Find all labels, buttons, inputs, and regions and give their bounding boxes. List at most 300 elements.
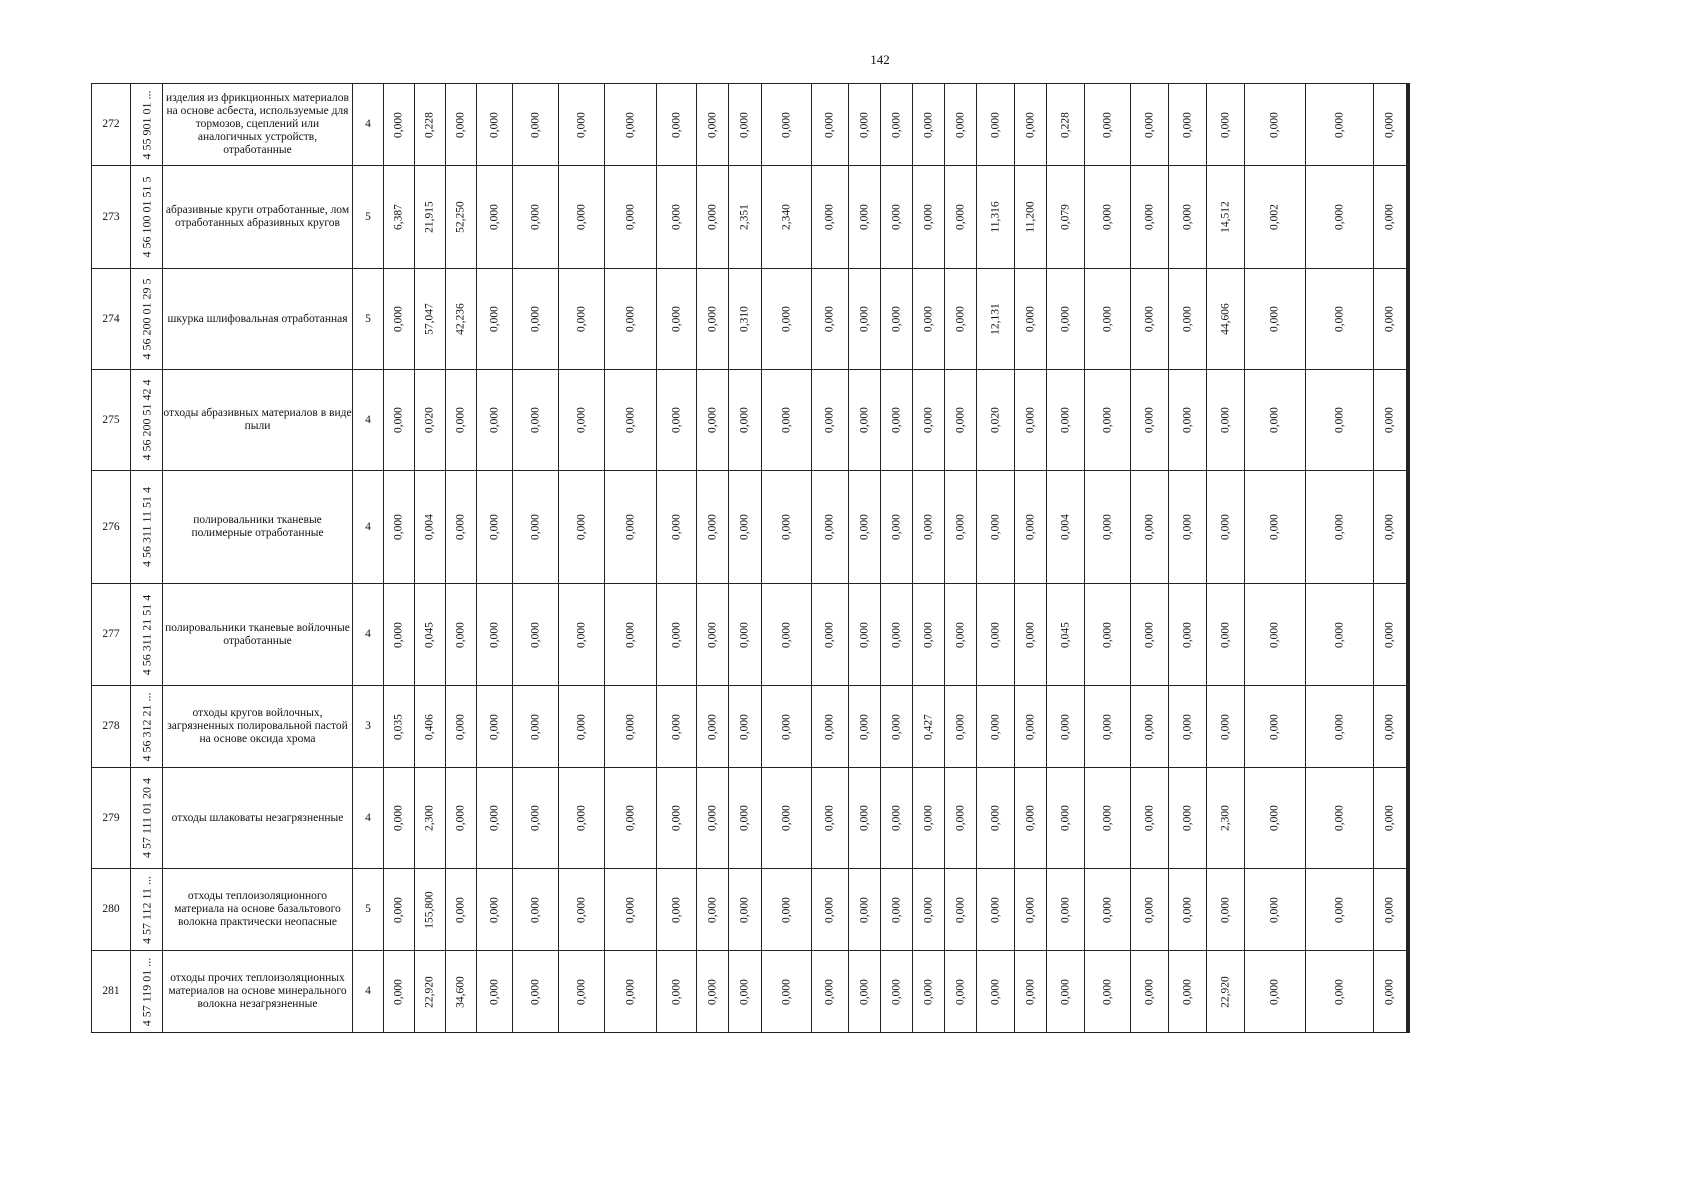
value-text: 2,340	[780, 204, 793, 230]
value-cell	[559, 370, 605, 471]
value-text: 0,000	[1333, 204, 1346, 230]
value-text: 0,000	[989, 111, 1002, 138]
value-cell	[384, 869, 415, 951]
waste-name: полировальники тканевые полимерные отработанные	[163, 471, 353, 584]
hazard-class: 5	[353, 269, 384, 370]
table-row	[92, 84, 1410, 166]
value-text: 0,000	[890, 621, 903, 648]
value-cell	[729, 166, 762, 269]
value-text: 0,000	[1181, 621, 1194, 648]
value-text: 0,000	[706, 805, 719, 831]
value-text: 0,000	[575, 896, 588, 923]
hazard-class: 4	[353, 768, 384, 869]
value-cell	[1169, 370, 1207, 471]
value-cell	[1047, 370, 1085, 471]
value-cell	[1131, 584, 1169, 686]
value-text	[1409, 306, 1410, 332]
value-text: 0,000	[575, 713, 588, 740]
value-text: 0,000	[989, 713, 1002, 740]
value-cell	[477, 951, 513, 1033]
waste-name: отходы теплоизоляционного материала на основе базальтового волокна практически неопасные	[163, 869, 353, 951]
value-text: 0,000	[1181, 514, 1194, 540]
fkko-code: 4 55 901 01 ...	[138, 90, 153, 159]
value-cell	[513, 84, 559, 166]
value-text: 0,000	[488, 111, 501, 138]
value-text	[1409, 805, 1410, 831]
value-cell	[1374, 768, 1407, 869]
value-cell	[446, 84, 477, 166]
value-cell	[945, 84, 977, 166]
value-cell	[415, 951, 446, 1033]
value-cell	[1169, 951, 1207, 1033]
value-cell	[729, 869, 762, 951]
value-text: 0,000	[670, 896, 683, 923]
value-cell	[415, 584, 446, 686]
value-text: 0,000	[1333, 407, 1346, 433]
value-text: 0,000	[1101, 978, 1114, 1005]
value-cell	[605, 84, 657, 166]
fkko-code: 4 57 119 01 ...	[138, 957, 153, 1026]
value-text: 0,000	[1143, 204, 1156, 230]
value-cell	[977, 269, 1015, 370]
value-cell	[729, 951, 762, 1033]
value-cell	[729, 686, 762, 768]
value-text: 0,000	[738, 805, 751, 831]
value-cell	[1306, 869, 1374, 951]
value-text: 0,045	[1059, 621, 1072, 648]
value-cell	[1245, 768, 1306, 869]
value-cell	[446, 768, 477, 869]
value-cell	[559, 471, 605, 584]
value-text: 0,228	[423, 111, 436, 138]
value-text: 0,000	[922, 805, 935, 831]
table-row	[92, 768, 1410, 869]
value-cell	[1207, 370, 1245, 471]
value-cell	[513, 269, 559, 370]
value-cell	[1047, 951, 1085, 1033]
value-text: 0,000	[1101, 306, 1114, 332]
value-cell	[384, 166, 415, 269]
value-text: 0,000	[1333, 713, 1346, 740]
value-cell	[812, 768, 849, 869]
value-text: 0,000	[922, 306, 935, 332]
hazard-class: 4	[353, 84, 384, 166]
value-cell	[1409, 686, 1410, 768]
value-cell	[1047, 686, 1085, 768]
value-text: 0,000	[454, 713, 467, 740]
value-cell	[1085, 269, 1131, 370]
value-cell	[559, 869, 605, 951]
value-text: 0,000	[1024, 978, 1037, 1005]
value-text: 0,000	[392, 306, 405, 332]
value-cell	[513, 166, 559, 269]
value-text: 0,000	[1101, 713, 1114, 740]
value-cell	[1169, 471, 1207, 584]
value-text: 0,000	[1383, 204, 1396, 230]
value-text: 0,000	[1143, 111, 1156, 138]
value-text: 0,000	[624, 111, 637, 138]
value-text: 11,316	[989, 201, 1002, 233]
value-cell	[849, 370, 881, 471]
value-text: 0,000	[1059, 713, 1072, 740]
value-text: 0,000	[1024, 514, 1037, 540]
row-number: 278	[92, 686, 131, 768]
value-cell	[1207, 269, 1245, 370]
value-cell	[1131, 370, 1169, 471]
value-text: 0,000	[1181, 896, 1194, 923]
value-text: 0,000	[670, 805, 683, 831]
value-cell	[446, 471, 477, 584]
value-text: 0,000	[706, 306, 719, 332]
value-text: 0,000	[989, 514, 1002, 540]
row-number: 280	[92, 869, 131, 951]
value-cell	[812, 166, 849, 269]
value-cell	[657, 84, 697, 166]
value-text: 0,000	[890, 407, 903, 433]
value-cell	[1169, 166, 1207, 269]
value-cell	[657, 370, 697, 471]
value-cell	[1047, 269, 1085, 370]
value-text: 0,079	[1059, 204, 1072, 230]
value-text: 0,000	[488, 896, 501, 923]
value-text	[1409, 407, 1410, 433]
value-cell	[605, 686, 657, 768]
value-text: 0,000	[922, 407, 935, 433]
value-text: 0,000	[858, 204, 871, 230]
value-text: 0,000	[1059, 896, 1072, 923]
value-text: 0,000	[488, 407, 501, 433]
waste-name: отходы прочих теплоизоляционных материалов на основе минерального волокна незагрязненные	[163, 951, 353, 1033]
value-text: 0,000	[1101, 407, 1114, 433]
value-text	[1409, 112, 1410, 138]
table-row	[92, 584, 1410, 686]
value-cell	[1409, 166, 1410, 269]
value-cell	[977, 471, 1015, 584]
value-cell	[945, 370, 977, 471]
value-text: 42,236	[454, 303, 467, 335]
value-text: 34,600	[454, 975, 467, 1008]
value-text	[1409, 204, 1410, 230]
value-cell	[1131, 951, 1169, 1033]
fkko-code: 4 57 111 01 20 4	[138, 777, 153, 859]
value-cell	[1169, 584, 1207, 686]
value-text: 0,000	[1181, 713, 1194, 740]
value-cell	[913, 768, 945, 869]
value-cell	[657, 471, 697, 584]
value-cell	[913, 686, 945, 768]
value-text: 0,000	[1383, 713, 1396, 740]
value-text: 0,000	[529, 978, 542, 1005]
value-cell	[849, 269, 881, 370]
value-cell	[657, 768, 697, 869]
waste-name: полировальники тканевые войлочные отработанные	[163, 584, 353, 686]
table-row	[92, 269, 1410, 370]
value-text: 0,000	[823, 805, 836, 831]
fkko-code-cell	[131, 269, 163, 370]
value-cell	[384, 951, 415, 1033]
value-cell	[477, 370, 513, 471]
value-cell	[1306, 584, 1374, 686]
value-text: 0,000	[890, 514, 903, 540]
value-cell	[415, 166, 446, 269]
value-text: 0,000	[454, 621, 467, 648]
value-cell	[1306, 768, 1374, 869]
value-cell	[1131, 869, 1169, 951]
fkko-code: 4 56 100 01 51 5	[138, 176, 153, 258]
value-text: 0,000	[1143, 621, 1156, 648]
value-cell	[1306, 471, 1374, 584]
value-cell	[513, 869, 559, 951]
value-text: 0,000	[488, 621, 501, 648]
value-text: 0,000	[780, 111, 793, 138]
value-cell	[697, 686, 729, 768]
value-cell	[1169, 686, 1207, 768]
value-text: 0,000	[392, 978, 405, 1005]
value-cell	[1085, 869, 1131, 951]
value-cell	[1374, 370, 1407, 471]
value-text: 0,000	[823, 978, 836, 1005]
value-cell	[1131, 686, 1169, 768]
value-text: 0,000	[1181, 805, 1194, 831]
value-cell	[1374, 471, 1407, 584]
value-text: 0,000	[1143, 713, 1156, 740]
value-cell	[977, 84, 1015, 166]
value-cell	[913, 84, 945, 166]
value-text: 0,000	[1024, 111, 1037, 138]
value-text: 0,000	[575, 978, 588, 1005]
value-cell	[1047, 869, 1085, 951]
value-text: 0,000	[529, 713, 542, 740]
value-text: 0,000	[706, 978, 719, 1005]
value-text	[1409, 622, 1410, 648]
value-cell	[657, 269, 697, 370]
value-text: 2,351	[738, 204, 751, 230]
value-cell	[977, 951, 1015, 1033]
value-cell	[1306, 166, 1374, 269]
value-text: 0,000	[1268, 896, 1281, 923]
value-text: 44,606	[1219, 303, 1232, 335]
value-text: 0,000	[575, 306, 588, 332]
fkko-code-cell	[131, 951, 163, 1033]
value-text: 0,000	[706, 204, 719, 230]
value-text: 0,000	[890, 306, 903, 332]
fkko-code: 4 56 311 11 51 4	[138, 486, 153, 568]
value-text: 0,000	[488, 978, 501, 1005]
value-cell	[1047, 166, 1085, 269]
value-cell	[1047, 471, 1085, 584]
value-cell	[1245, 869, 1306, 951]
value-cell	[446, 166, 477, 269]
value-cell	[762, 370, 812, 471]
value-text: 0,000	[670, 204, 683, 230]
value-cell	[1015, 768, 1047, 869]
value-text	[1409, 714, 1410, 740]
value-cell	[729, 768, 762, 869]
value-text: 0,000	[1101, 805, 1114, 831]
value-cell	[881, 269, 913, 370]
value-cell	[762, 84, 812, 166]
value-text: 0,000	[1383, 306, 1396, 332]
value-cell	[477, 269, 513, 370]
value-text: 0,000	[624, 306, 637, 332]
value-cell	[1245, 951, 1306, 1033]
value-text: 0,228	[1059, 111, 1072, 138]
value-cell	[384, 471, 415, 584]
value-text: 0,000	[738, 111, 751, 138]
value-cell	[384, 84, 415, 166]
hazard-class: 4	[353, 471, 384, 584]
value-text: 0,000	[488, 805, 501, 831]
value-text: 0,000	[706, 514, 719, 540]
value-cell	[513, 370, 559, 471]
value-text: 0,000	[1333, 306, 1346, 332]
value-text: 0,000	[670, 514, 683, 540]
value-text: 0,000	[922, 621, 935, 648]
value-text: 0,045	[423, 621, 436, 648]
table-row	[92, 370, 1410, 471]
waste-name: отходы кругов войлочных, загрязненных полировальной пастой на основе оксида хрома	[163, 686, 353, 768]
value-text: 0,000	[1101, 896, 1114, 923]
value-cell	[513, 768, 559, 869]
value-cell	[1085, 471, 1131, 584]
value-cell	[945, 869, 977, 951]
value-cell	[881, 686, 913, 768]
value-text: 0,000	[823, 306, 836, 332]
value-cell	[605, 166, 657, 269]
value-cell	[697, 471, 729, 584]
row-number: 276	[92, 471, 131, 584]
value-cell	[849, 584, 881, 686]
value-cell	[729, 370, 762, 471]
value-cell	[477, 686, 513, 768]
value-text: 0,000	[392, 514, 405, 540]
fkko-code-cell	[131, 768, 163, 869]
value-cell	[415, 471, 446, 584]
value-text: 0,000	[1024, 306, 1037, 332]
value-cell	[945, 269, 977, 370]
value-cell	[697, 869, 729, 951]
value-cell	[657, 686, 697, 768]
fkko-code-cell	[131, 84, 163, 166]
value-text: 0,000	[488, 204, 501, 230]
value-cell	[881, 166, 913, 269]
value-text: 22,920	[423, 975, 436, 1008]
value-text: 0,000	[670, 621, 683, 648]
value-cell	[1131, 84, 1169, 166]
value-cell	[1015, 166, 1047, 269]
value-cell	[849, 84, 881, 166]
value-cell	[1015, 869, 1047, 951]
value-text: 0,000	[670, 978, 683, 1005]
value-text: 0,000	[1024, 621, 1037, 648]
value-cell	[945, 471, 977, 584]
value-cell	[1085, 584, 1131, 686]
value-cell	[945, 951, 977, 1033]
value-cell	[605, 471, 657, 584]
value-cell	[1374, 686, 1407, 768]
value-cell	[446, 370, 477, 471]
value-cell	[1207, 471, 1245, 584]
value-text: 0,000	[823, 713, 836, 740]
value-text: 0,000	[858, 896, 871, 923]
value-text: 0,000	[1383, 514, 1396, 540]
value-text: 0,000	[706, 896, 719, 923]
value-text: 0,000	[529, 407, 542, 433]
value-cell	[697, 768, 729, 869]
value-text: 0,000	[454, 896, 467, 923]
fkko-code: 4 56 311 21 51 4	[138, 594, 153, 675]
value-cell	[1015, 84, 1047, 166]
waste-name: отходы шлаковаты незагрязненные	[163, 768, 353, 869]
value-text: 0,000	[624, 514, 637, 540]
value-cell	[446, 584, 477, 686]
value-cell	[1169, 869, 1207, 951]
value-cell	[1409, 768, 1410, 869]
value-cell	[1409, 584, 1410, 686]
value-cell	[513, 951, 559, 1033]
value-cell	[812, 471, 849, 584]
waste-name: абразивные круги отработанные, лом отработанных абразивных кругов	[163, 166, 353, 269]
value-text: 0,000	[890, 896, 903, 923]
value-cell	[945, 768, 977, 869]
value-text: 0,000	[529, 514, 542, 540]
value-cell	[1245, 370, 1306, 471]
value-cell	[729, 84, 762, 166]
value-text: 0,000	[1333, 514, 1346, 540]
value-text: 0,000	[1219, 621, 1232, 648]
value-cell	[1306, 269, 1374, 370]
value-text: 0,000	[575, 407, 588, 433]
value-text: 0,000	[392, 407, 405, 433]
value-cell	[415, 370, 446, 471]
value-text: 0,000	[954, 805, 967, 831]
table-row	[92, 951, 1410, 1033]
value-text: 22,920	[1219, 975, 1232, 1008]
waste-name: отходы абразивных материалов в виде пыли	[163, 370, 353, 471]
value-cell	[762, 269, 812, 370]
value-text: 0,000	[1383, 621, 1396, 648]
fkko-code-cell	[131, 471, 163, 584]
value-cell	[1015, 686, 1047, 768]
value-cell	[1015, 370, 1047, 471]
value-cell	[1245, 471, 1306, 584]
value-text: 2,300	[423, 805, 436, 831]
value-cell	[945, 686, 977, 768]
value-text: 0,000	[1268, 621, 1281, 648]
value-cell	[384, 686, 415, 768]
value-cell	[1409, 471, 1410, 584]
value-cell	[812, 269, 849, 370]
value-cell	[513, 471, 559, 584]
value-text: 0,000	[823, 204, 836, 230]
value-text: 0,000	[1101, 514, 1114, 540]
value-text: 0,000	[1383, 978, 1396, 1005]
value-cell	[605, 768, 657, 869]
value-text: 0,000	[529, 805, 542, 831]
value-text: 0,000	[890, 204, 903, 230]
waste-name: изделия из фрикционных материалов на основе асбеста, используемые для тормозов, сцеплений или аналогичных устройств, отработанные	[163, 84, 353, 166]
value-text: 0,000	[738, 978, 751, 1005]
value-text: 0,000	[670, 306, 683, 332]
value-text	[1409, 897, 1410, 923]
value-cell	[657, 166, 697, 269]
value-text: 0,000	[1143, 805, 1156, 831]
value-cell	[1207, 584, 1245, 686]
table-row	[92, 471, 1410, 584]
value-text: 0,000	[624, 805, 637, 831]
value-text: 0,002	[1268, 204, 1281, 230]
value-cell	[1374, 584, 1407, 686]
